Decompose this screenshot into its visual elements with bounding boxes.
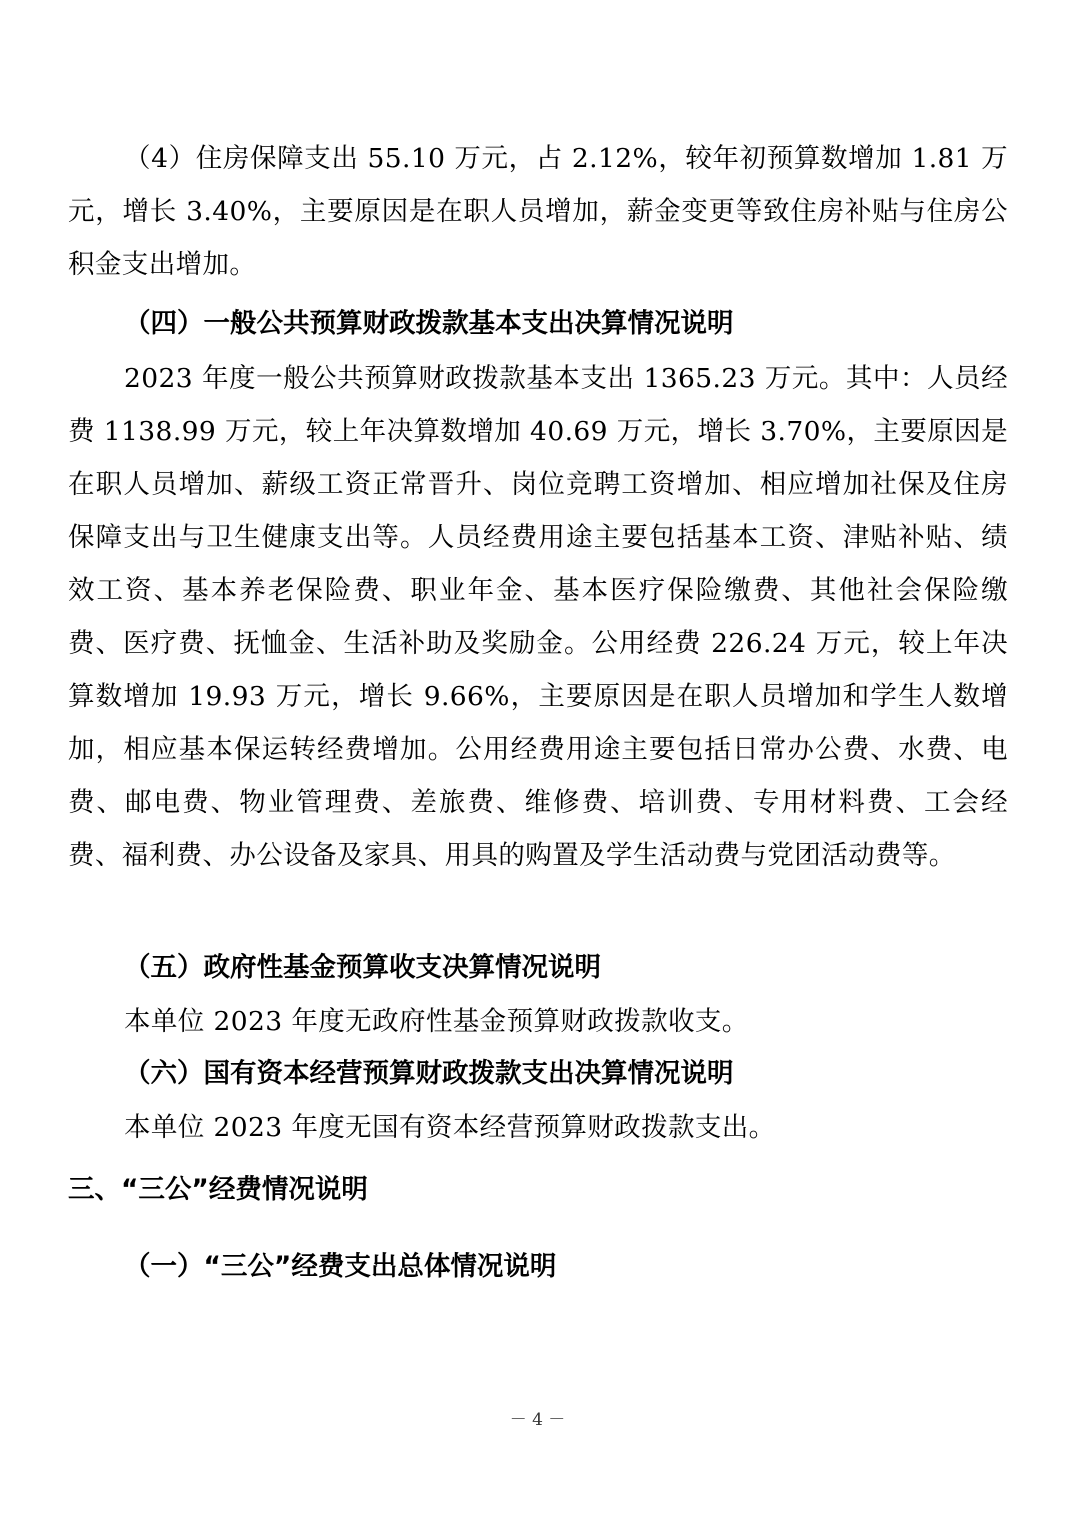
section-heading-three-public-expenses: 三、“三公”经费情况说明: [68, 1174, 368, 1205]
heading-three-public-overview: （一）“三公”经费支出总体情况说明: [124, 1251, 557, 1282]
paragraph-basic-expenditure: 2023 年度一般公共预算财政拨款基本支出 1365.23 万元。其中：人员经费 1138.99 万元，较上年决算数增加 40.69 万元，增长 3.70%，主要原因是在职人员增加、薪级工资正常晋升、岗位竞聘工资增加、相应增加社保及住房保障支出与卫生健康支出等。人员经费用途主要包括基本工资、津贴补贴、绩效工资、基本养老保险费、职业年金、基本医疗保险缴费、其他社会保险缴费、医疗费、抚恤金、生活补助及奖励金。公用经费 226.24 万元，较上年决算数增加 19.93 万元，增长 9.66%，主要原因是在职人员增加和学生人数增加，相应基本保运转经费增加。公用经费用途主要包括日常办公费、水费、电费、邮电费、物业管理费、差旅费、维修费、培训费、专用材料费、工会经费、福利费、办公设备及家具、用具的购置及学生活动费与党团活动费等。: [68, 363, 1008, 871]
heading-government-fund: （五）政府性基金预算收支决算情况说明: [124, 952, 601, 983]
paragraph-state-capital: 本单位 2023 年度无国有资本经营预算财政拨款支出。: [124, 1112, 776, 1143]
heading-basic-expenditure: （四）一般公共预算财政拨款基本支出决算情况说明: [124, 308, 734, 339]
heading-state-capital: （六）国有资本经营预算财政拨款支出决算情况说明: [124, 1058, 734, 1089]
paragraph-housing-expenditure: （4）住房保障支出 55.10 万元，占 2.12%，较年初预算数增加 1.81 万元，增长 3.40%，主要原因是在职人员增加，薪金变更等致住房补贴与住房公积金支出增加。: [68, 143, 1008, 280]
page-number: － 4 －: [509, 1410, 566, 1430]
paragraph-government-fund: 本单位 2023 年度无政府性基金预算财政拨款收支。: [124, 1006, 749, 1037]
